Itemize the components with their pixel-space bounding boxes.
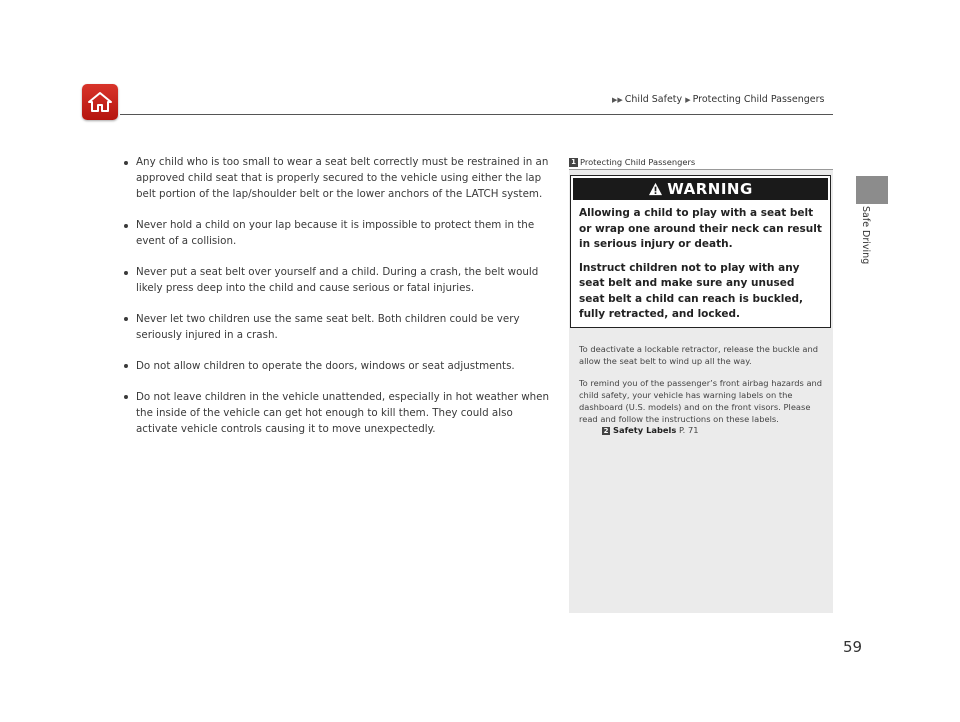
panel-header xyxy=(569,157,833,170)
bullet-item: Any child who is too small to wear a seat belt correctly must be restrained in an approved child seat that is properly secured to the vehicle using either the lap belt portion of the lap/shoulder belt or the lower anchors of the LATCH system. xyxy=(124,154,552,203)
section-tab[interactable] xyxy=(856,176,888,204)
bullet-item: Never let two children use the same seat belt. Both children could be very seriously injured in a crash. xyxy=(124,311,552,343)
cross-reference-link[interactable] xyxy=(602,425,827,437)
section-tab-label: Safe Driving xyxy=(860,206,871,265)
reference-arrow-icon: 2 xyxy=(603,427,609,436)
home-icon xyxy=(87,90,113,114)
warning-header xyxy=(573,178,828,200)
panel-body xyxy=(579,344,827,437)
header-divider xyxy=(120,114,833,115)
warning-triangle-icon xyxy=(648,182,663,196)
bullet-list xyxy=(124,154,552,452)
panel-paragraph: To remind you of the passenger’s front airbag hazards and child safety, your vehicle has warning labels on the dashboard (U.S. models) and on the front visors. Please read and follow the instructions on these labels. xyxy=(579,377,823,424)
breadcrumb-item[interactable]: Protecting Child Passengers xyxy=(692,94,825,105)
panel-title: Protecting Child Passengers xyxy=(580,157,696,167)
note-number-badge: 1 xyxy=(569,158,578,167)
bullet-item: Never put a seat belt over yourself and a child. During a crash, the belt would likely press deep into the child and cause serious or fatal injuries. xyxy=(124,264,552,296)
home-button[interactable] xyxy=(82,84,118,120)
bullet-item: Do not leave children in the vehicle unattended, especially in hot weather when the inside of the vehicle can get hot enough to kill them. They could also activate vehicle controls causing it to move unexpectedly. xyxy=(124,389,552,438)
warning-paragraph: Allowing a child to play with a seat belt or wrap one around their neck can result in serious injury or death. xyxy=(579,207,822,250)
breadcrumb-item[interactable]: Child Safety xyxy=(624,94,683,105)
side-note-panel xyxy=(569,157,833,613)
page-number: 59 xyxy=(843,638,863,656)
breadcrumb xyxy=(612,94,824,105)
warning-box xyxy=(570,175,831,328)
breadcrumb-arrow-icon: ▶▶ xyxy=(612,96,623,104)
reference-page: P. 71 xyxy=(678,425,699,436)
breadcrumb-arrow-icon: ▶ xyxy=(685,96,691,104)
reference-title: Safety Labels xyxy=(613,425,677,436)
warning-text xyxy=(571,200,830,323)
warning-paragraph: Instruct children not to play with any seat belt and make sure any unused seat belt a child can reach is buckled, fully retracted, and locked. xyxy=(579,261,803,320)
panel-paragraph: To deactivate a lockable retractor, release the buckle and allow the seat belt to wind up all the way. xyxy=(579,344,819,366)
bullet-item: Never hold a child on your lap because it is impossible to protect them in the event of a collision. xyxy=(124,217,552,249)
warning-label: WARNING xyxy=(667,180,753,198)
bullet-item: Do not allow children to operate the doors, windows or seat adjustments. xyxy=(124,358,552,374)
